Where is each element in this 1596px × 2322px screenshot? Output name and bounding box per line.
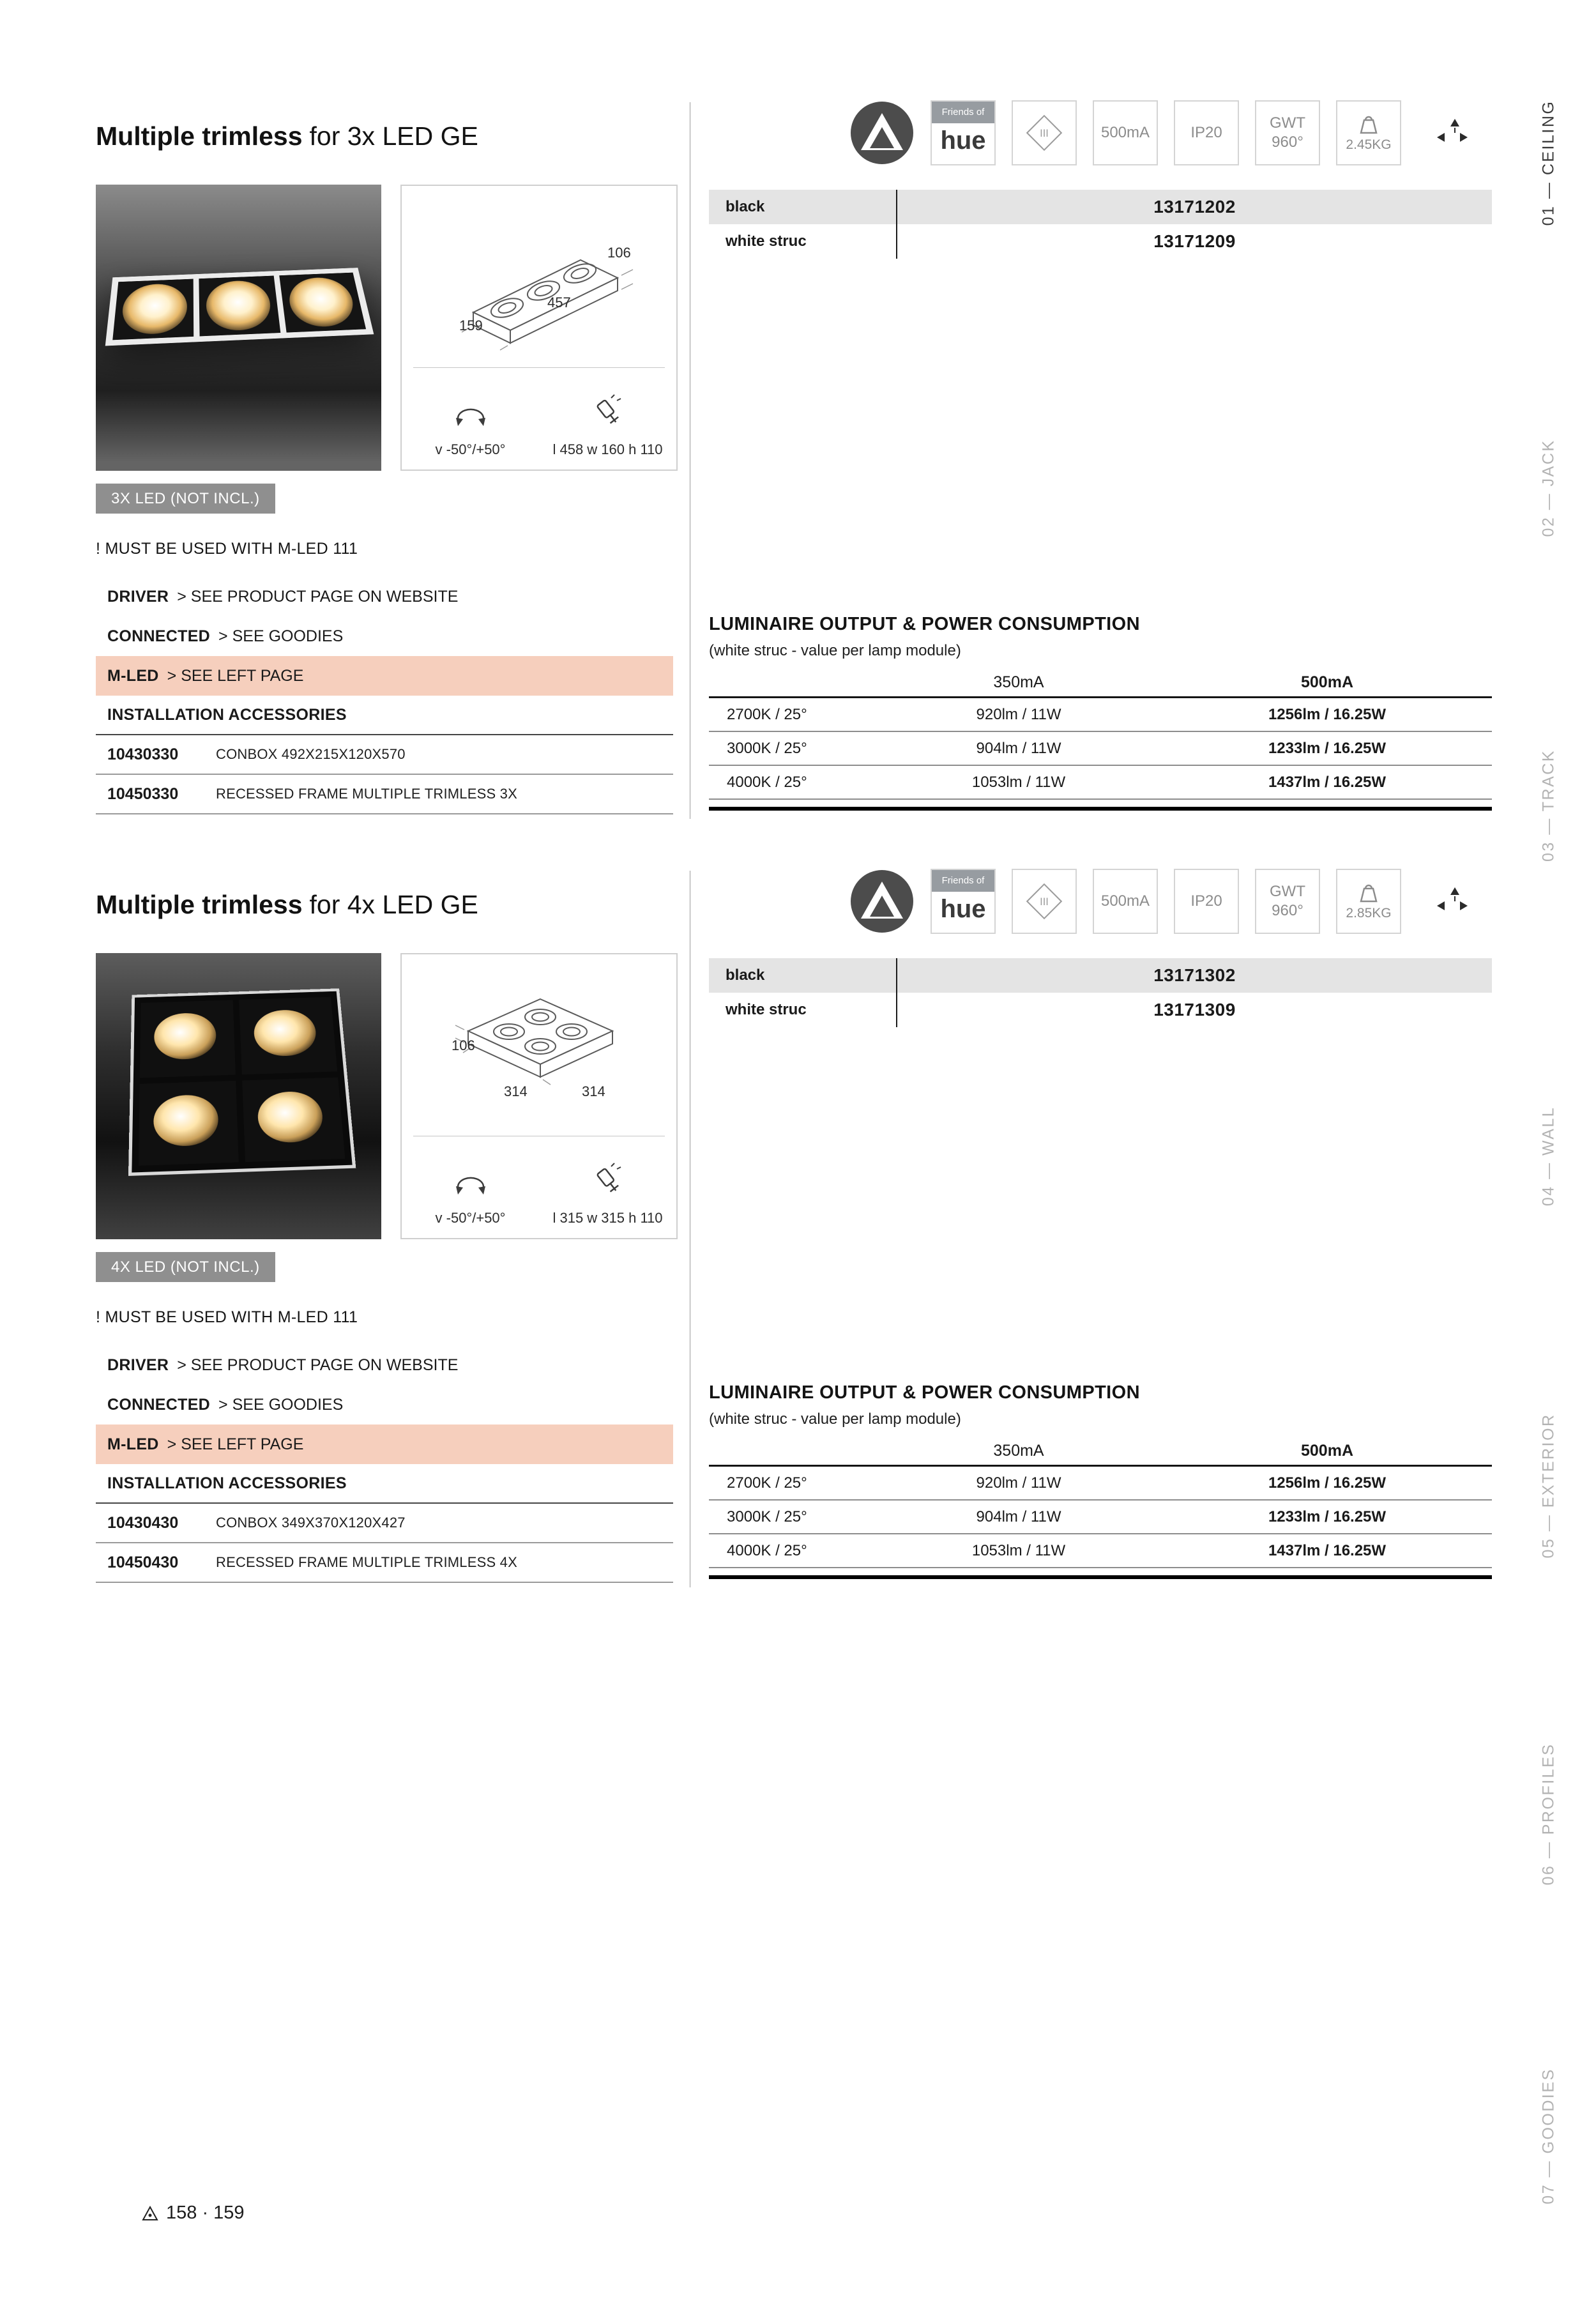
spotlight-icon	[590, 394, 626, 430]
luminaire-output-subheading: (white struc - value per lamp module)	[709, 642, 961, 659]
spec-value: > SEE PRODUCT PAGE ON WEBSITE	[177, 1356, 459, 1374]
output-row-label: 2700K / 25°	[727, 705, 807, 723]
table-row	[709, 732, 1492, 766]
table-row	[709, 1501, 1492, 1534]
sidebar-item-goodies: 07 — GOODIES	[1539, 2068, 1558, 2204]
protection-class-marks: III	[1040, 896, 1049, 908]
size-label: l 315 w 315 h 110	[552, 1210, 663, 1226]
dim-height-label: 106	[607, 245, 631, 261]
brand-logo-icon	[849, 869, 915, 934]
output-row-label: 2700K / 25°	[727, 1474, 807, 1492]
output-table-header	[709, 1437, 1492, 1467]
ip-rating-label: IP20	[1190, 124, 1222, 141]
size-label: l 458 w 160 h 110	[552, 441, 663, 457]
spec-value: > SEE PRODUCT PAGE ON WEBSITE	[177, 587, 459, 606]
spotlight-icon	[590, 1163, 626, 1198]
output-350ma-value: 1053lm / 11W	[971, 773, 1066, 791]
color-name: black	[709, 958, 897, 993]
usage-warning: ! MUST BE USED WITH M-LED 111	[96, 1308, 358, 1326]
spec-row-driver	[96, 1345, 673, 1385]
page-numbers: 158 · 159	[166, 2203, 245, 2223]
color-code-table	[709, 958, 1492, 1027]
dim-width-label: 314	[582, 1083, 605, 1099]
spec-list	[96, 1345, 673, 1583]
certification-icons-row	[849, 869, 1482, 934]
led-not-included-badge: 3X LED (NOT INCL.)	[96, 484, 275, 514]
spec-value: > SEE GOODIES	[218, 627, 344, 645]
sidebar-item-jack: 02 — JACK	[1539, 439, 1558, 537]
output-500ma-value: 1437lm / 16.25W	[1268, 773, 1387, 791]
output-350ma-value: 1053lm / 11W	[971, 1541, 1066, 1559]
table-row	[709, 1534, 1492, 1568]
gwt-label-line1: GWT	[1270, 114, 1305, 132]
output-500ma-value: 1233lm / 16.25W	[1268, 739, 1387, 757]
product-title-bold: Multiple trimless	[96, 121, 303, 151]
lamp-glow	[121, 283, 187, 335]
drawing-divider	[413, 367, 665, 368]
table-row	[709, 1467, 1492, 1501]
lamp-glow	[153, 1094, 218, 1146]
protection-class-marks: III	[1040, 128, 1049, 140]
table-bottom-rule	[709, 807, 1492, 811]
gwt-label-line2: 960°	[1272, 134, 1303, 151]
weight-icon	[1336, 100, 1401, 165]
lamp-glow	[287, 277, 358, 328]
product-title-rest: for 4x LED GE	[309, 890, 478, 919]
protection-class-icon	[1012, 100, 1077, 165]
weight-icon	[1336, 869, 1401, 934]
table-row	[709, 993, 1492, 1027]
spec-row-connected	[96, 1385, 673, 1425]
hue-badge-name: hue	[940, 895, 986, 923]
sidebar-item-profiles: 06 — PROFILES	[1539, 1743, 1558, 1886]
isometric-box-drawing	[402, 204, 679, 363]
hue-badge-top: Friends of	[932, 870, 994, 892]
glow-wire-test-icon	[1255, 100, 1320, 165]
hue-badge-top: Friends of	[932, 102, 994, 123]
table-row	[709, 190, 1492, 224]
sidebar-item-track: 03 — TRACK	[1539, 749, 1558, 862]
output-table-header	[709, 669, 1492, 698]
product-photo-3x	[96, 185, 381, 471]
current-rating-icon	[1093, 869, 1158, 934]
accessory-row	[96, 735, 673, 775]
current-rating-icon	[1093, 100, 1158, 165]
output-row-label: 3000K / 25°	[727, 1508, 807, 1525]
table-row	[709, 698, 1492, 732]
trimless-fixture	[105, 268, 374, 346]
output-350ma-value: 920lm / 11W	[976, 1474, 1061, 1492]
hue-badge-name: hue	[940, 126, 986, 155]
tilt-spec	[402, 369, 539, 470]
spec-list	[96, 577, 673, 814]
rotation-icon	[450, 401, 491, 430]
trimless-fixture	[128, 988, 356, 1176]
table-row	[709, 958, 1492, 993]
lamp-module	[279, 273, 366, 333]
lamp-module	[239, 997, 337, 1074]
column-header-500ma: 500mA	[1301, 1442, 1353, 1460]
spec-row-mled-highlight	[96, 1425, 673, 1464]
accessory-code: 10430430	[107, 1513, 179, 1532]
accessory-code: 10450330	[107, 784, 179, 803]
spec-row-driver	[96, 577, 673, 616]
lamp-glow	[154, 1012, 217, 1060]
friends-of-hue-icon	[931, 100, 996, 165]
product-title-rest: for 3x LED GE	[309, 121, 478, 151]
output-350ma-value: 904lm / 11W	[976, 1508, 1061, 1525]
dim-length-label: 457	[547, 294, 571, 310]
output-350ma-value: 904lm / 11W	[976, 739, 1061, 757]
output-row-label: 4000K / 25°	[727, 1541, 807, 1559]
dim-length-label: 314	[504, 1083, 528, 1099]
spec-label: CONNECTED	[107, 1395, 211, 1414]
spec-label: M-LED	[107, 1435, 159, 1453]
column-header-350ma: 350mA	[993, 673, 1044, 691]
lamp-glow	[257, 1090, 324, 1143]
spec-label: DRIVER	[107, 1356, 169, 1374]
usage-warning: ! MUST BE USED WITH M-LED 111	[96, 540, 358, 558]
accessory-code: 10450430	[107, 1553, 179, 1571]
output-table	[709, 669, 1492, 811]
luminaire-output-subheading: (white struc - value per lamp module)	[709, 1410, 961, 1428]
lamp-module	[140, 1000, 236, 1078]
article-number: 13171302	[1153, 965, 1236, 985]
spec-row-connected	[96, 616, 673, 656]
weight-value: 2.85KG	[1346, 905, 1392, 920]
output-500ma-value: 1256lm / 16.25W	[1268, 705, 1387, 723]
dimension-drawing-3x	[400, 185, 678, 471]
luminaire-output-heading: LUMINAIRE OUTPUT & POWER CONSUMPTION	[709, 614, 1140, 634]
output-row-label: 3000K / 25°	[727, 739, 807, 757]
table-bottom-rule	[709, 1575, 1492, 1579]
ip-rating-icon	[1174, 869, 1239, 934]
footer-logo-icon	[142, 2206, 158, 2221]
table-row	[709, 766, 1492, 800]
spec-value: > SEE LEFT PAGE	[167, 1435, 304, 1453]
accessory-description: RECESSED FRAME MULTIPLE TRIMLESS 4X	[216, 1554, 517, 1570]
tilt-range-label: v -50°/+50°	[435, 441, 506, 457]
spec-label: M-LED	[107, 666, 159, 685]
accessory-description: CONBOX 492X215X120X570	[216, 746, 406, 762]
output-table	[709, 1437, 1492, 1579]
spec-label: DRIVER	[107, 587, 169, 606]
tilt-range-label: v -50°/+50°	[435, 1210, 506, 1226]
product-title-bold: Multiple trimless	[96, 890, 303, 919]
spec-label: CONNECTED	[107, 627, 211, 645]
dim-height-label: 106	[452, 1037, 475, 1053]
accessory-description: RECESSED FRAME MULTIPLE TRIMLESS 3X	[216, 786, 517, 802]
accessory-description: CONBOX 349X370X120X427	[216, 1515, 406, 1531]
column-header-500ma: 500mA	[1301, 673, 1353, 691]
lamp-module	[113, 279, 194, 340]
spec-value: > SEE LEFT PAGE	[167, 666, 304, 685]
current-rating-label: 500mA	[1100, 124, 1150, 141]
lamp-module	[199, 276, 280, 337]
sidebar-item-exterior: 05 — EXTERIOR	[1539, 1413, 1558, 1559]
accessory-row	[96, 1543, 673, 1583]
size-spec	[539, 369, 676, 470]
sidebar-item-wall: 04 — WALL	[1539, 1106, 1558, 1207]
article-number: 13171202	[1153, 197, 1236, 217]
article-number: 13171309	[1153, 1000, 1236, 1020]
output-500ma-value: 1233lm / 16.25W	[1268, 1508, 1387, 1525]
adjustable-arrows-icon	[1417, 100, 1482, 165]
lamp-module	[242, 1077, 345, 1162]
lamp-module	[139, 1081, 239, 1166]
article-number: 13171209	[1153, 231, 1236, 251]
page-title	[96, 890, 478, 920]
protection-class-icon	[1012, 869, 1077, 934]
product-photo-4x	[96, 953, 381, 1239]
isometric-box-drawing	[402, 972, 679, 1132]
tilt-spec	[402, 1137, 539, 1238]
dim-width-label: 159	[459, 317, 483, 333]
spec-row-mled-highlight	[96, 656, 673, 696]
size-spec	[539, 1137, 676, 1238]
color-name: black	[709, 190, 897, 224]
weight-value: 2.45KG	[1346, 137, 1392, 152]
page-title	[96, 121, 478, 151]
accessories-heading: INSTALLATION ACCESSORIES	[96, 696, 673, 735]
accessory-row	[96, 775, 673, 814]
rotation-icon	[450, 1169, 491, 1198]
page-footer	[142, 2203, 245, 2224]
output-500ma-value: 1256lm / 16.25W	[1268, 1474, 1387, 1492]
ip-rating-label: IP20	[1190, 892, 1222, 910]
sidebar-item-ceiling: 01 — CEILING	[1539, 100, 1558, 226]
gwt-label-line1: GWT	[1270, 883, 1305, 900]
ip-rating-icon	[1174, 100, 1239, 165]
brand-logo-icon	[849, 100, 915, 165]
certification-icons-row	[849, 100, 1482, 165]
output-row-label: 4000K / 25°	[727, 773, 807, 791]
accessories-heading: INSTALLATION ACCESSORIES	[96, 1464, 673, 1504]
adjustable-arrows-icon	[1417, 869, 1482, 934]
current-rating-label: 500mA	[1100, 892, 1150, 910]
lamp-glow	[206, 280, 273, 332]
lamp-glow	[253, 1009, 317, 1057]
gwt-label-line2: 960°	[1272, 902, 1303, 919]
color-name: white struc	[709, 993, 897, 1027]
luminaire-output-heading: LUMINAIRE OUTPUT & POWER CONSUMPTION	[709, 1382, 1140, 1403]
column-header-350ma: 350mA	[993, 1442, 1044, 1460]
dimension-drawing-4x	[400, 953, 678, 1239]
glow-wire-test-icon	[1255, 869, 1320, 934]
output-500ma-value: 1437lm / 16.25W	[1268, 1541, 1387, 1559]
accessory-row	[96, 1504, 673, 1543]
spec-value: > SEE GOODIES	[218, 1395, 344, 1414]
led-not-included-badge: 4X LED (NOT INCL.)	[96, 1252, 275, 1282]
output-350ma-value: 920lm / 11W	[976, 705, 1061, 723]
accessory-code: 10430330	[107, 745, 179, 763]
color-code-table	[709, 190, 1492, 259]
color-name: white struc	[709, 224, 897, 259]
table-row	[709, 224, 1492, 259]
friends-of-hue-icon	[931, 869, 996, 934]
